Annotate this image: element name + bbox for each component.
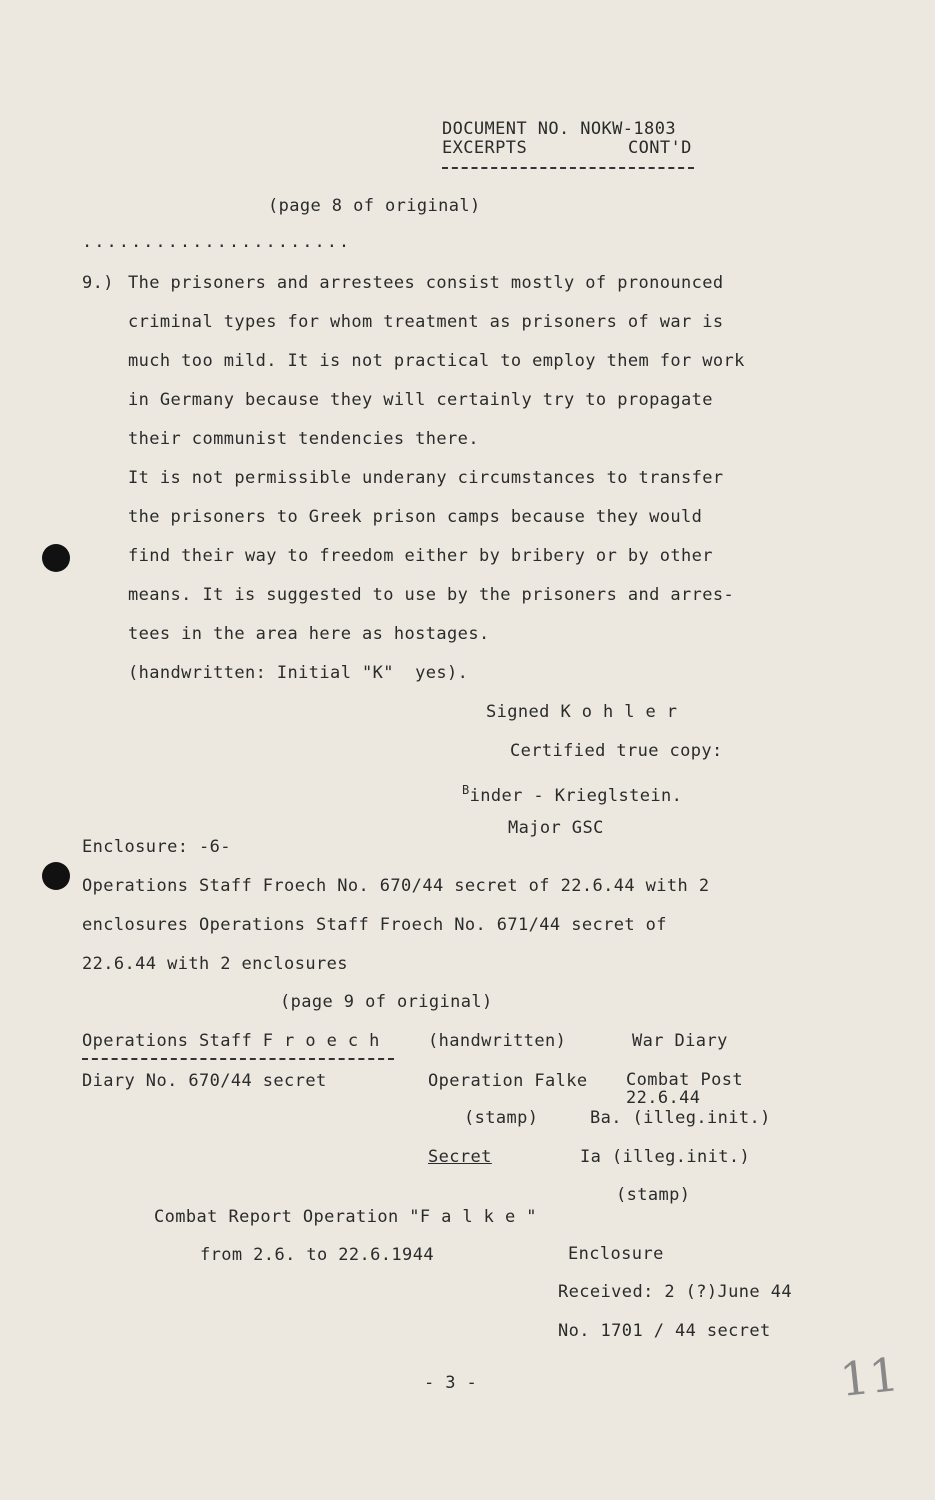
ia-initials: Ia (illeg.init.)	[580, 1147, 751, 1167]
combat-post: Combat Post	[626, 1070, 743, 1090]
handwritten-margin-mark: 11	[837, 1347, 902, 1407]
ops-staff-heading: Operations Staff F r o e c h	[82, 1031, 380, 1051]
paragraph-line: The prisoners and arrestees consist mostly of pronounced	[128, 273, 724, 293]
secret-label: Secret	[428, 1147, 492, 1167]
report-dates: from 2.6. to 22.6.1944	[200, 1245, 434, 1265]
contd-label: CONT'D	[628, 138, 692, 158]
war-diary-label: War Diary	[632, 1031, 728, 1051]
signed-by: Signed K o h l e r	[486, 702, 678, 722]
document-number: DOCUMENT NO. NOKW-1803	[442, 119, 676, 139]
punch-hole-icon	[42, 544, 70, 572]
certifier-rank: Major GSC	[508, 818, 604, 838]
page-note-9: (page 9 of original)	[280, 992, 493, 1012]
handwritten-note: (handwritten: Initial "K" yes).	[128, 663, 469, 683]
ba-initials: Ba. (illeg.init.)	[590, 1108, 771, 1128]
diary-number: Diary No. 670/44 secret	[82, 1071, 327, 1091]
handwritten-label: (handwritten)	[428, 1031, 567, 1051]
received-date: Received: 2 (?)June 44	[558, 1282, 792, 1302]
paragraph-line: tees in the area here as hostages.	[128, 624, 490, 644]
enclosure-word: Enclosure	[568, 1244, 664, 1264]
enclosure-line: enclosures Operations Staff Froech No. 671/44 secret of	[82, 915, 667, 935]
certified-copy: Certified true copy:	[510, 741, 723, 761]
dot-separator: ......................	[82, 232, 352, 252]
paragraph-line: It is not permissible underany circumstances to transfer	[128, 468, 724, 488]
paragraph-line: criminal types for whom treatment as prisoners of war is	[128, 312, 724, 332]
paragraph-line: much too mild. It is not practical to employ them for work	[128, 351, 745, 371]
combat-post-date: 22.6.44	[626, 1088, 701, 1108]
excerpts-label: EXCERPTS	[442, 138, 528, 158]
ops-staff-rule	[82, 1058, 394, 1060]
punch-hole-icon	[42, 862, 70, 890]
paragraph-line: in Germany because they will certainly try to propagate	[128, 390, 713, 410]
combat-report-title: Combat Report Operation "F a l k e "	[154, 1207, 537, 1227]
certifier-name	[462, 780, 682, 806]
certifier-initial: B	[462, 783, 470, 797]
registry-number: No. 1701 / 44 secret	[558, 1321, 771, 1341]
paragraph-line: the prisoners to Greek prison camps because they would	[128, 507, 703, 527]
page-note-8: (page 8 of original)	[268, 196, 481, 216]
paragraph-number: 9.)	[82, 273, 114, 293]
paragraph-line: their communist tendencies there.	[128, 429, 479, 449]
stamp-label-2: (stamp)	[616, 1185, 691, 1205]
operation-name: Operation Falke	[428, 1071, 588, 1091]
enclosure-line: Operations Staff Froech No. 670/44 secret of 22.6.44 with 2	[82, 876, 710, 896]
certifier-surname: inder - Krieglstein.	[469, 786, 683, 806]
paragraph-line: find their way to freedom either by bribery or by other	[128, 546, 713, 566]
paragraph-line: means. It is suggested to use by the prisoners and arres-	[128, 585, 735, 605]
enclosure-line: 22.6.44 with 2 enclosures	[82, 954, 348, 974]
stamp-label: (stamp)	[464, 1108, 539, 1128]
header-rule	[442, 167, 694, 169]
page-number: - 3 -	[424, 1373, 478, 1393]
enclosure-label: Enclosure: -6-	[82, 837, 231, 857]
